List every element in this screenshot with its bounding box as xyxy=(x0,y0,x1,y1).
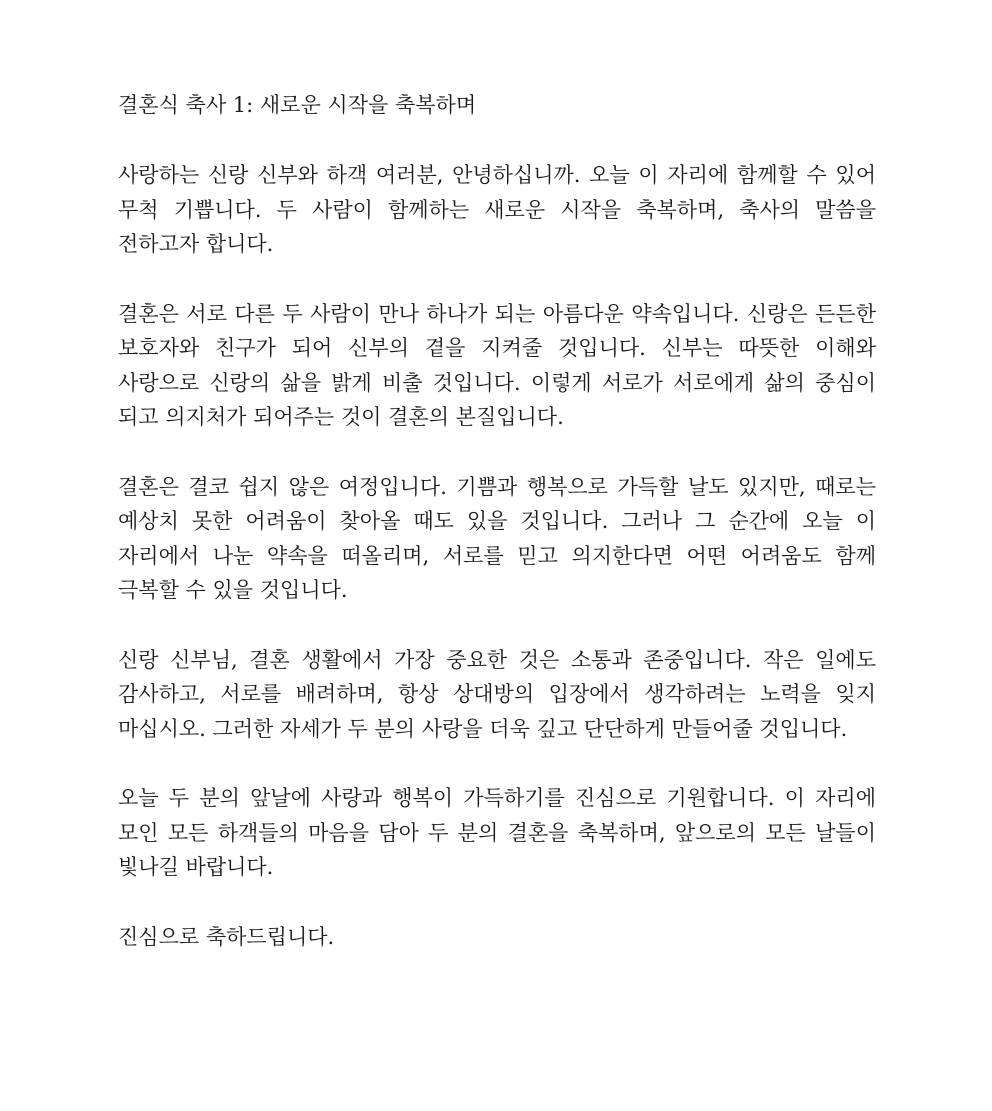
paragraph-journey: 결혼은 결코 쉽지 않은 여정입니다. 기쁨과 행복으로 가득할 날도 있지만, 때로는 예상치 못한 어려움이 찾아올 때도 있을 것입니다. 그러나 그 순간에 오늘 이 자리에서 나눈 약속을 떠올리며, 서로를 믿고 의지한다면 어떤 어려움도 함께 극복할 수 있을 것입니다. xyxy=(118,474,876,602)
document-page xyxy=(118,88,876,954)
paragraph-advice: 신랑 신부님, 결혼 생활에서 가장 중요한 것은 소통과 존중입니다. 작은 일에도 감사하고, 서로를 배려하며, 항상 상대방의 입장에서 생각하려는 노력을 잊지 마십시오. 그러한 자세가 두 분의 사랑을 더욱 깊고 단단하게 만들어줄 것입니다. xyxy=(118,647,876,741)
paragraph-greeting: 사랑하는 신랑 신부와 하객 여러분, 안녕하십니까. 오늘 이 자리에 함께할 수 있어 무척 기쁩니다. 두 사람이 함께하는 새로운 시작을 축복하며, 축사의 말씀을 전하고자 합니다. xyxy=(118,163,876,256)
document-title: 결혼식 축사 1: 새로운 시작을 축복하며 xyxy=(118,93,477,117)
paragraph-blessing: 오늘 두 분의 앞날에 사랑과 행복이 가득하기를 진심으로 기원합니다. 이 자리에 모인 모든 하객들의 마음을 담아 두 분의 결혼을 축복하며, 앞으로의 모든 날들이 빛나길 바랍니다. xyxy=(118,786,876,879)
closing-line: 진심으로 축하드립니다. xyxy=(118,924,335,949)
paragraph-meaning-of-marriage: 결혼은 서로 다른 두 사람이 만나 하나가 되는 아름다운 약속입니다. 신랑은 든든한 보호자와 친구가 되어 신부의 곁을 지켜줄 것입니다. 신부는 따뜻한 이해와 사랑으로 신랑의 삶을 밝게 비출 것입니다. 이렇게 서로가 서로에게 삶의 중심이 되고 의지처가 되어주는 것이 결혼의 본질입니다. xyxy=(118,301,876,429)
